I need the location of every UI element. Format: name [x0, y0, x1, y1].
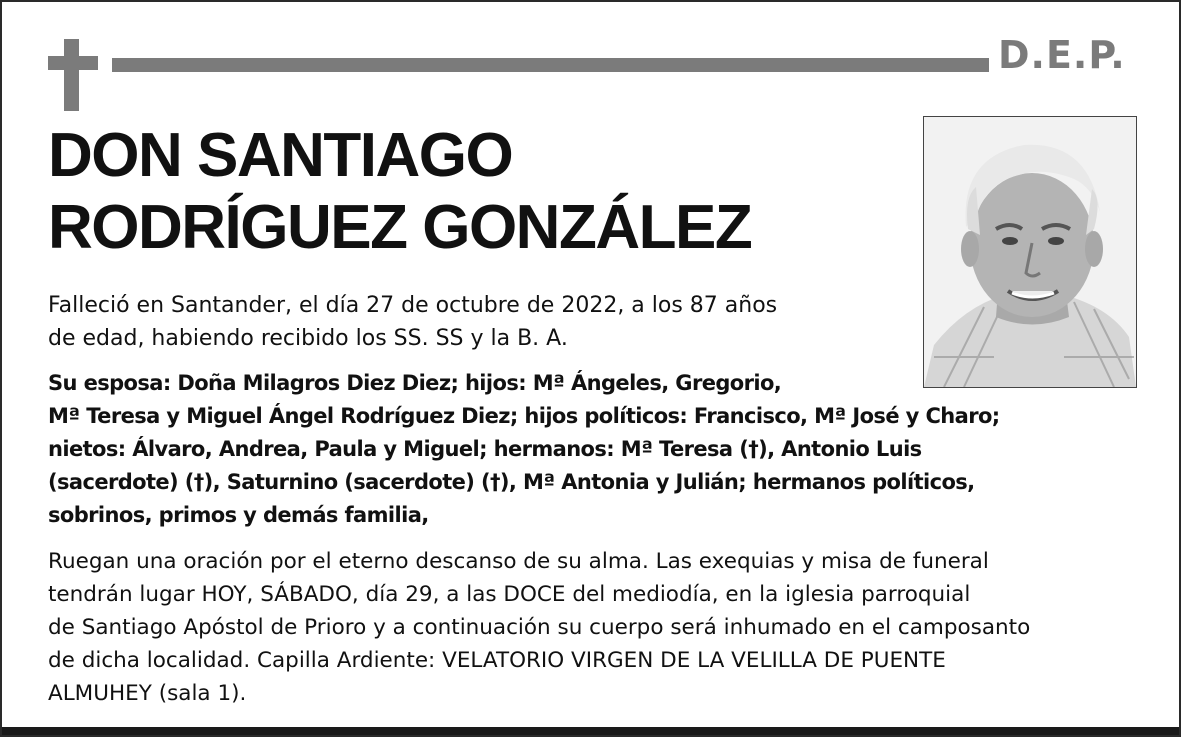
- portrait-photo: [923, 116, 1137, 388]
- dep-label: D.E.P.: [998, 33, 1126, 77]
- deceased-name: [48, 120, 751, 264]
- bottom-rule: [2, 727, 1181, 735]
- intro-line: de edad, habiendo recibido los SS. SS y la B. A.: [48, 326, 568, 351]
- family-paragraph: [48, 367, 1000, 532]
- name-line-1: DON SANTIAGO: [48, 121, 513, 190]
- service-line: de Santiago Apóstol de Prioro y a continuación su cuerpo será inhumado en el camposanto: [48, 615, 1031, 640]
- family-line: sobrinos, primos y demás familia,: [48, 503, 429, 527]
- family-line: Su esposa: Doña Milagros Diez Diez; hijos: Mª Ángeles, Gregorio,: [48, 371, 782, 395]
- service-line: Ruegan una oración por el eterno descanso de su alma. Las exequias y misa de funeral: [48, 549, 989, 574]
- name-line-2: RODRÍGUEZ GONZÁLEZ: [48, 193, 752, 262]
- service-line: ALMUHEY (sala 1).: [48, 681, 247, 706]
- family-line: nietos: Álvaro, Andrea, Paula y Miguel; hermanos: Mª Teresa (†), Antonio Luis: [48, 437, 922, 461]
- intro-line: Falleció en Santander, el día 27 de octubre de 2022, a los 87 años: [48, 293, 778, 318]
- service-line: tendrán lugar HOY, SÁBADO, día 29, a las DOCE del mediodía, en la iglesia parroquial: [48, 582, 971, 607]
- family-line: (sacerdote) (†), Saturnino (sacerdote) (†), Mª Antonia y Julián; hermanos políticos,: [48, 470, 975, 494]
- service-line: de dicha localidad. Capilla Ardiente: VELATORIO VIRGEN DE LA VELILLA DE PUENTE: [48, 648, 946, 673]
- family-line: Mª Teresa y Miguel Ángel Rodríguez Diez; hijos políticos: Francisco, Mª José y Charo;: [48, 404, 1000, 428]
- portrait-image: [924, 117, 1136, 387]
- intro-paragraph: [48, 289, 777, 355]
- header-rule: [112, 58, 989, 72]
- service-paragraph: [48, 545, 1030, 710]
